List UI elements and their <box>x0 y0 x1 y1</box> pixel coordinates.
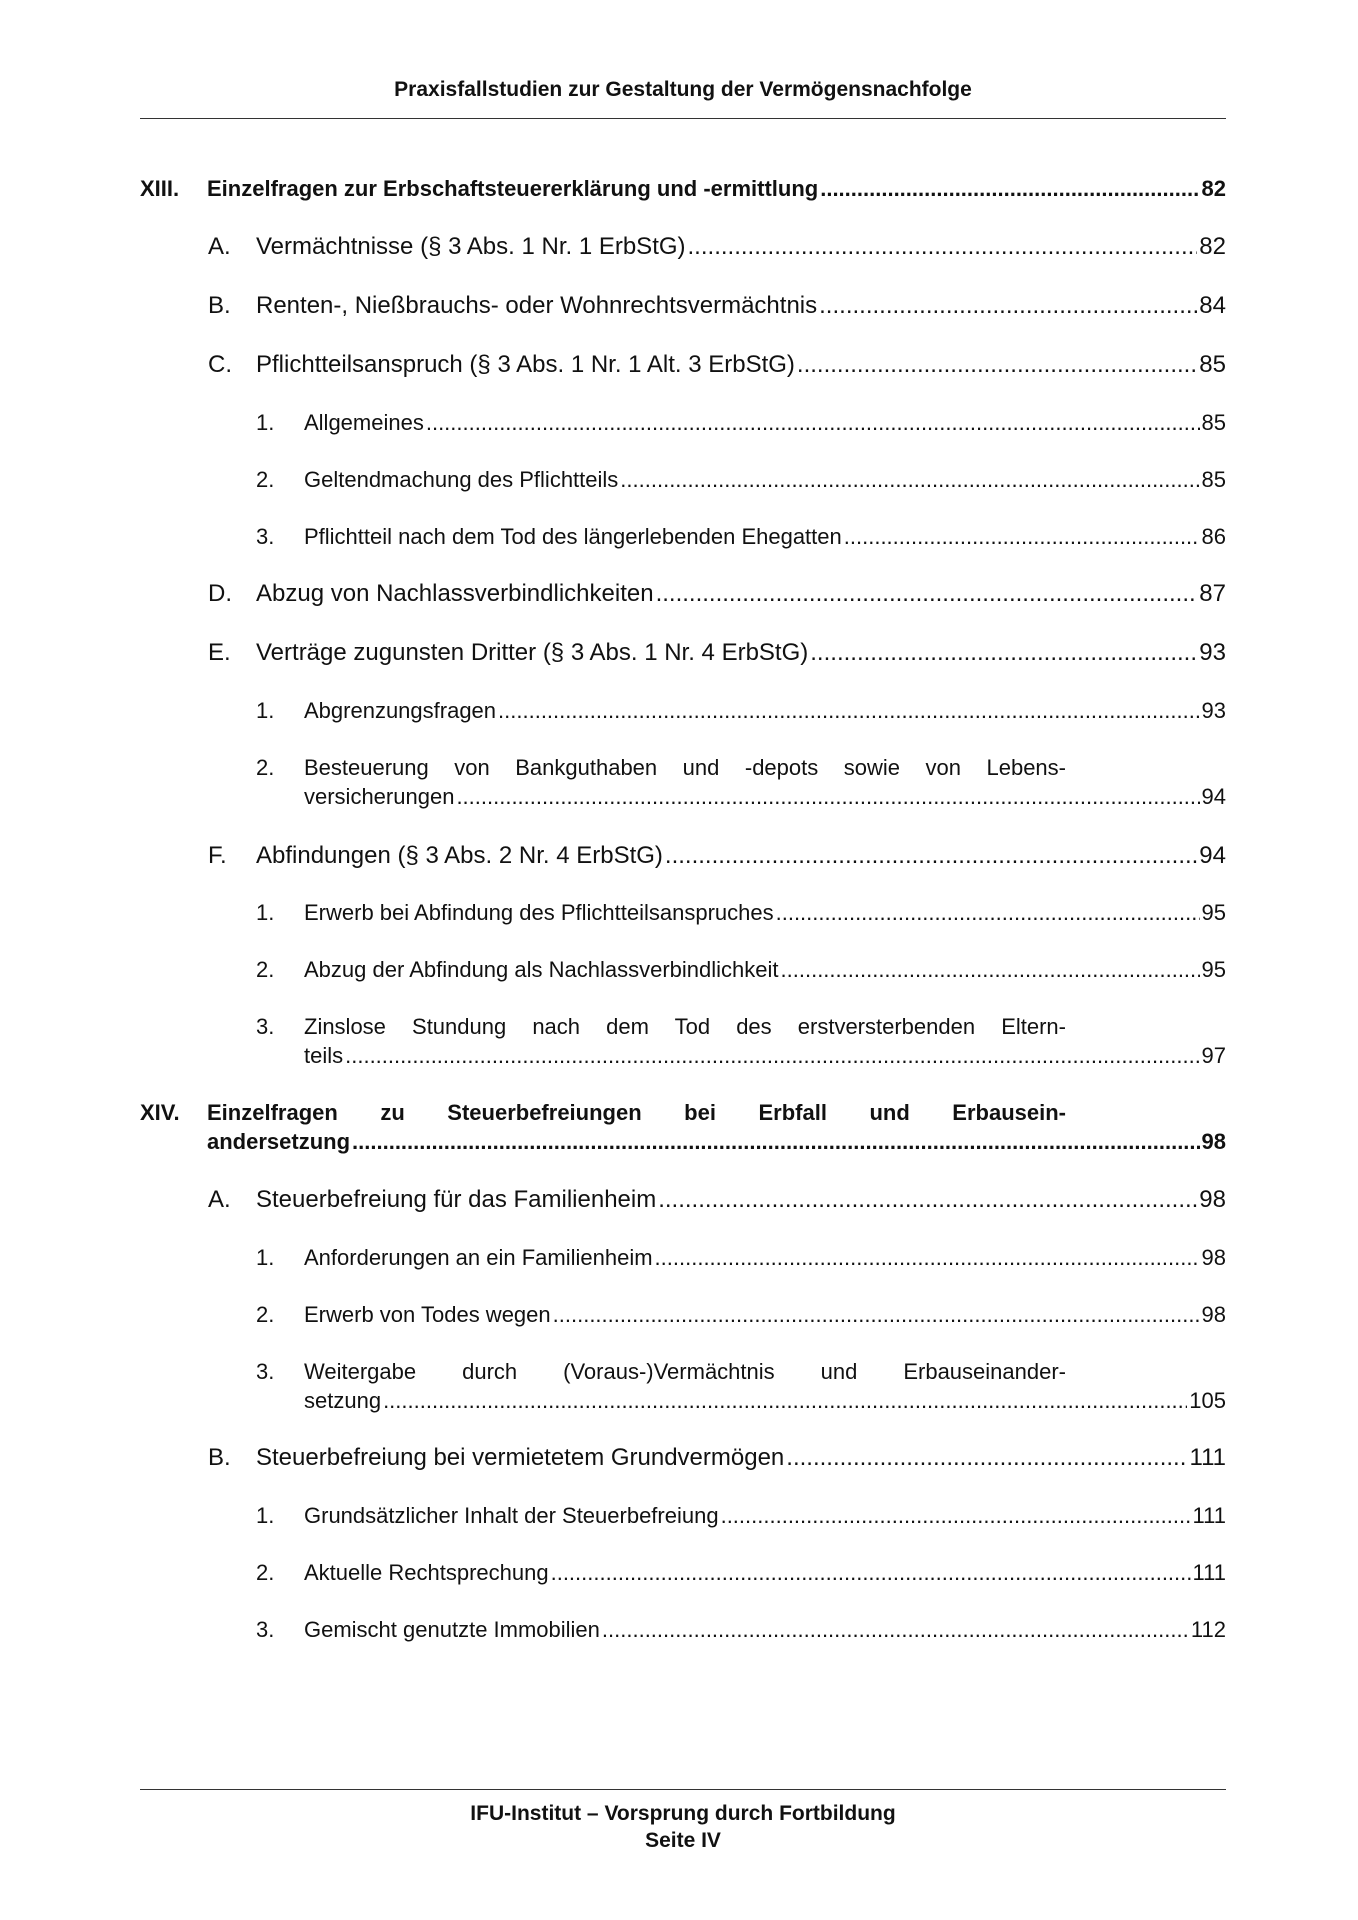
dot-leader <box>655 1245 1200 1271</box>
toc-entry[interactable] <box>304 1245 1226 1271</box>
toc-entry-title: Gemischt genutzte Immobilien <box>304 1617 600 1642</box>
toc-entry-title: Vermächtnisse (§ 3 Abs. 1 Nr. 1 ErbStG) <box>256 233 686 260</box>
toc-entry-title: Aktuelle Rechtsprechung <box>304 1560 549 1585</box>
toc-entry[interactable] <box>304 1617 1226 1643</box>
toc-entry-title: Pflichtteilsanspruch (§ 3 Abs. 1 Nr. 1 Alt. 3 ErbStG) <box>256 351 795 378</box>
dot-leader <box>426 410 1200 436</box>
toc-entry-page-number: 85 <box>1201 410 1226 435</box>
toc-entry[interactable] <box>256 639 1226 667</box>
toc-entry-title: Verträge zugunsten Dritter (§ 3 Abs. 1 Nr. 4 ErbStG) <box>256 639 809 666</box>
toc-entry-title: andersetzung <box>207 1129 351 1154</box>
toc-entry-title-line1: Einzelfragen zu Steuerbefreiungen bei Erbfall und Erbausein- <box>207 1100 1066 1125</box>
toc-entry-number: D. <box>208 580 232 607</box>
toc-entry-page-number: 86 <box>1201 524 1226 549</box>
dot-leader <box>456 784 1199 810</box>
toc-entry[interactable] <box>304 1503 1226 1529</box>
toc-entry-page-number: 85 <box>1199 351 1226 378</box>
header-rule <box>140 118 1226 119</box>
toc-entry-number: 3. <box>256 1359 275 1384</box>
toc-entry-number: A. <box>208 233 231 260</box>
toc-entry-page-number: 94 <box>1201 784 1226 809</box>
toc-entry-page-number: 97 <box>1201 1043 1226 1068</box>
dot-leader <box>810 639 1197 667</box>
toc-entry-title: Grundsätzlicher Inhalt der Steuerbefreiung <box>304 1503 719 1528</box>
toc-entry[interactable] <box>304 524 1226 550</box>
toc-entry-title-line1: Zinslose Stundung nach dem Tod des erstversterbenden Eltern- <box>304 1014 1066 1039</box>
dot-leader <box>797 351 1197 379</box>
toc-entry-page-number: 111 <box>1192 1503 1226 1528</box>
running-header: Praxisfallstudien zur Gestaltung der Vermögensnachfolge <box>394 78 972 101</box>
dot-leader <box>665 842 1197 870</box>
toc-entry[interactable] <box>256 842 1226 870</box>
toc-entry-title: Geltendmachung des Pflichtteils <box>304 467 619 492</box>
toc-entry-title: versicherungen <box>304 784 455 809</box>
toc-entry-number: 2. <box>256 1302 275 1327</box>
toc-entry-title: Steuerbefreiung bei vermietetem Grundvermögen <box>256 1444 785 1471</box>
dot-leader <box>658 1186 1197 1214</box>
toc-entry-page-number: 85 <box>1201 467 1226 492</box>
toc-entry-number: 3. <box>256 1617 275 1642</box>
toc-entry-number: 3. <box>256 1014 275 1039</box>
toc-entry[interactable] <box>207 1129 1226 1155</box>
dot-leader <box>383 1388 1187 1414</box>
toc-entry-title: Erwerb bei Abfindung des Pflichtteilsanspruches <box>304 900 774 925</box>
toc-entry-number: A. <box>208 1186 231 1213</box>
toc-entry-page-number: 95 <box>1201 900 1226 925</box>
toc-entry-number: 2. <box>256 755 275 780</box>
toc-entry-page-number: 95 <box>1201 957 1226 982</box>
toc-entry-number: 1. <box>256 1245 275 1270</box>
toc-entry[interactable] <box>256 292 1226 320</box>
toc-entry-number: 1. <box>256 698 275 723</box>
toc-entry-page-number: 98 <box>1201 1245 1226 1270</box>
toc-entry-number: B. <box>208 292 231 319</box>
dot-leader <box>551 1560 1191 1586</box>
toc-entry-title: teils <box>304 1043 344 1068</box>
toc-entry-number: 1. <box>256 1503 275 1528</box>
toc-entry-number: 2. <box>256 957 275 982</box>
toc-entry[interactable] <box>304 957 1226 983</box>
toc-entry[interactable] <box>256 1444 1226 1472</box>
toc-entry-number: 1. <box>256 410 275 435</box>
toc-entry[interactable] <box>256 580 1226 608</box>
toc-entry-title: Abgrenzungsfragen <box>304 698 497 723</box>
toc-entry[interactable] <box>304 900 1226 926</box>
toc-entry-page-number: 84 <box>1199 292 1226 319</box>
toc-entry[interactable] <box>304 1043 1226 1069</box>
toc-entry-title: Erwerb von Todes wegen <box>304 1302 551 1327</box>
footer <box>140 1800 1226 1854</box>
toc-entry-page-number: 111 <box>1192 1560 1226 1585</box>
toc-entry-page-number: 112 <box>1190 1617 1226 1642</box>
toc-entry-title: Allgemeines <box>304 410 424 435</box>
toc-entry-page-number: 87 <box>1199 580 1226 607</box>
dot-leader <box>786 1444 1187 1472</box>
toc-entry[interactable] <box>256 1186 1226 1214</box>
toc-entry[interactable] <box>256 351 1226 379</box>
dot-leader <box>688 233 1198 261</box>
toc-entry-title-line1: Besteuerung von Bankguthaben und -depots sowie von Lebens- <box>304 755 1066 780</box>
toc-entry-number: 2. <box>256 467 275 492</box>
toc-entry-number: XIV. <box>140 1100 180 1125</box>
dot-leader <box>781 957 1200 983</box>
toc-entry-page-number: 82 <box>1201 176 1226 201</box>
toc-entry-number: F. <box>208 842 227 869</box>
toc-entry-title: Pflichtteil nach dem Tod des längerlebenden Ehegatten <box>304 524 842 549</box>
toc-entry-title: Abzug von Nachlassverbindlichkeiten <box>256 580 654 607</box>
toc-entry-number: XIII. <box>140 176 180 201</box>
dot-leader <box>602 1617 1189 1643</box>
toc-entry[interactable] <box>304 1388 1226 1414</box>
toc-entry-title: Einzelfragen zur Erbschaftsteuererklärung und -ermittlung <box>207 176 819 201</box>
toc-entry-number: 1. <box>256 900 275 925</box>
footer-rule <box>140 1789 1226 1790</box>
toc-entry[interactable] <box>304 467 1226 493</box>
footer-institute: IFU-Institut – Vorsprung durch Fortbildung <box>470 1802 896 1825</box>
toc-entry[interactable] <box>207 176 1226 202</box>
dot-leader <box>498 698 1199 724</box>
toc-entry[interactable] <box>304 410 1226 436</box>
toc-entry-number: B. <box>208 1444 231 1471</box>
toc-entry-page-number: 105 <box>1189 1388 1226 1413</box>
dot-leader <box>820 176 1199 202</box>
toc-entry-page-number: 93 <box>1201 698 1226 723</box>
dot-leader <box>656 580 1198 608</box>
toc-entry-page-number: 98 <box>1201 1129 1226 1154</box>
toc-entry-page-number: 82 <box>1199 233 1226 260</box>
toc-entry-title: Abfindungen (§ 3 Abs. 2 Nr. 4 ErbStG) <box>256 842 663 869</box>
toc-entry-title-line1: Weitergabe durch (Voraus-)Vermächtnis und Erbauseinander- <box>304 1359 1066 1384</box>
toc-entry-title: setzung <box>304 1388 382 1413</box>
toc-entry-page-number: 98 <box>1201 1302 1226 1327</box>
toc-entry-page-number: 111 <box>1189 1444 1226 1471</box>
toc-entry-number: 2. <box>256 1560 275 1585</box>
toc-entry-page-number: 93 <box>1199 639 1226 666</box>
dot-leader <box>352 1129 1199 1155</box>
toc-entry[interactable] <box>304 698 1226 724</box>
toc-entry-title: Abzug der Abfindung als Nachlassverbindlichkeit <box>304 957 779 982</box>
dot-leader <box>819 292 1197 320</box>
toc-entry[interactable] <box>304 784 1226 810</box>
toc-entry-number: C. <box>208 351 232 378</box>
dot-leader <box>345 1043 1199 1069</box>
toc-entry[interactable] <box>256 233 1226 261</box>
footer-page-number: Seite IV <box>645 1829 721 1852</box>
toc-entry-title: Renten-, Nießbrauchs- oder Wohnrechtsvermächtnis <box>256 292 818 319</box>
toc-entry-number: E. <box>208 639 231 666</box>
toc-entry[interactable] <box>304 1302 1226 1328</box>
dot-leader <box>844 524 1200 550</box>
dot-leader <box>553 1302 1200 1328</box>
toc-entry-number: 3. <box>256 524 275 549</box>
toc-entry-title: Anforderungen an ein Familienheim <box>304 1245 653 1270</box>
toc-entry[interactable] <box>304 1560 1226 1586</box>
toc-entry-title: Steuerbefreiung für das Familienheim <box>256 1186 657 1213</box>
dot-leader <box>620 467 1199 493</box>
toc-entry-page-number: 98 <box>1199 1186 1226 1213</box>
dot-leader <box>721 1503 1191 1529</box>
toc-entry-page-number: 94 <box>1199 842 1226 869</box>
dot-leader <box>776 900 1200 926</box>
